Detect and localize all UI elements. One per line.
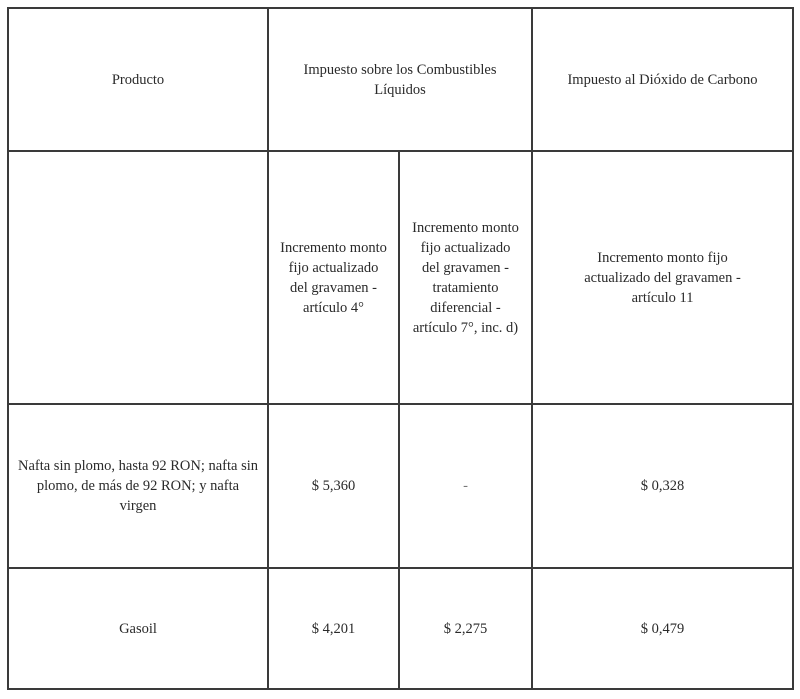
- row-gasoil-art4: $ 4,201: [268, 568, 399, 689]
- row-nafta-art7: -: [399, 404, 532, 568]
- subheader-producto: [8, 151, 268, 404]
- subheader-art4: Incremento monto fijo actualizado del gravamen - artículo 4°: [268, 151, 399, 404]
- row-producto-gasoil: Gasoil: [8, 568, 268, 689]
- row-producto-nafta: Nafta sin plomo, hasta 92 RON; nafta sin plomo, de más de 92 RON; y nafta virgen: [8, 404, 268, 568]
- subheader-row: [8, 151, 793, 404]
- subheader-art7: Incremento monto fijo actualizado del gravamen - tratamiento diferencial - artículo 7°, inc. d): [399, 151, 532, 404]
- row-nafta-art4: $ 5,360: [268, 404, 399, 568]
- header-impuesto-combustibles: Impuesto sobre los Combustibles Líquidos: [268, 8, 532, 151]
- row-gasoil-art11: $ 0,479: [532, 568, 793, 689]
- header-row: [8, 8, 793, 151]
- row-gasoil-art7: $ 2,275: [399, 568, 532, 689]
- row-nafta-art11: $ 0,328: [532, 404, 793, 568]
- header-producto: Producto: [8, 8, 268, 151]
- table-row: [8, 404, 793, 568]
- tax-table: [7, 7, 794, 690]
- header-impuesto-co2: Impuesto al Dióxido de Carbono: [532, 8, 793, 151]
- subheader-art11: Incremento monto fijo actualizado del gravamen - artículo 11: [532, 151, 793, 404]
- tax-table-container: [7, 7, 792, 688]
- table-row: [8, 568, 793, 689]
